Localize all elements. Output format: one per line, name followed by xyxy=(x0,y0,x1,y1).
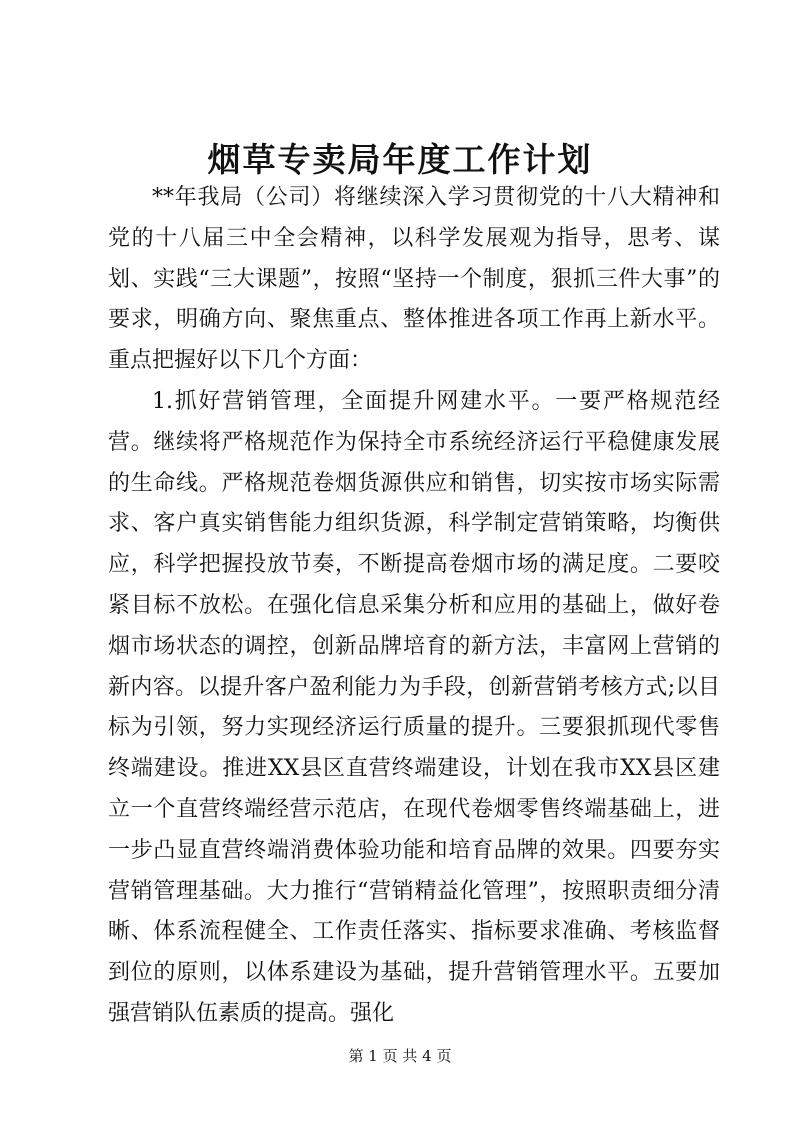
page-footer: 第 1 页 共 4 页 xyxy=(348,1047,452,1065)
document-body xyxy=(108,178,720,1035)
paragraph-intro: **年我局（公司）将继续深入学习贯彻党的十八大精神和党的十八届三中全会精神，以科学发展观为指导，思考、谋划、实践“三大课题”，按照“坚持一个制度，狠抓三件大事”的要求，明确方向、聚焦重点、整体推进各项工作再上新水平。重点把握好以下几个方面： xyxy=(108,185,720,374)
document-title: 烟草专卖局年度工作计划 xyxy=(207,140,593,179)
paragraph-marketing-management: 1.抓好营销管理，全面提升网建水平。一要严格规范经营。继续将严格规范作为保持全市系统经济运行平稳健康发展的生命线。严格规范卷烟货源供应和销售，切实按市场实际需求、客户真实销售能力组织货源，科学制定营销策略，均衡供应，科学把握投放节奏，不断提高卷烟市场的满足度。二要咬紧目标不放松。在强化信息采集分析和应用的基础上，做好卷烟市场状态的调控，创新品牌培育的新方法，丰富网上营销的新内容。以提升客户盈利能力为手段，创新营销考核方式;以目标为引领，努力实现经济运行质量的提升。三要狠抓现代零售终端建设。推进XX县区直营终端建设，计划在我市XX县区建立一个直营终端经营示范店，在现代卷烟零售终端基础上，进一步凸显直营终端消费体验功能和培育品牌的效果。四要夯实营销管理基础。大力推行“营销精益化管理”，按照职责细分清晰、体系流程健全、工作责任落实、指标要求准确、考核监督到位的原则，以体系建设为基础，提升营销管理水平。五要加强营销队伍素质的提高。强化 xyxy=(108,388,720,1026)
